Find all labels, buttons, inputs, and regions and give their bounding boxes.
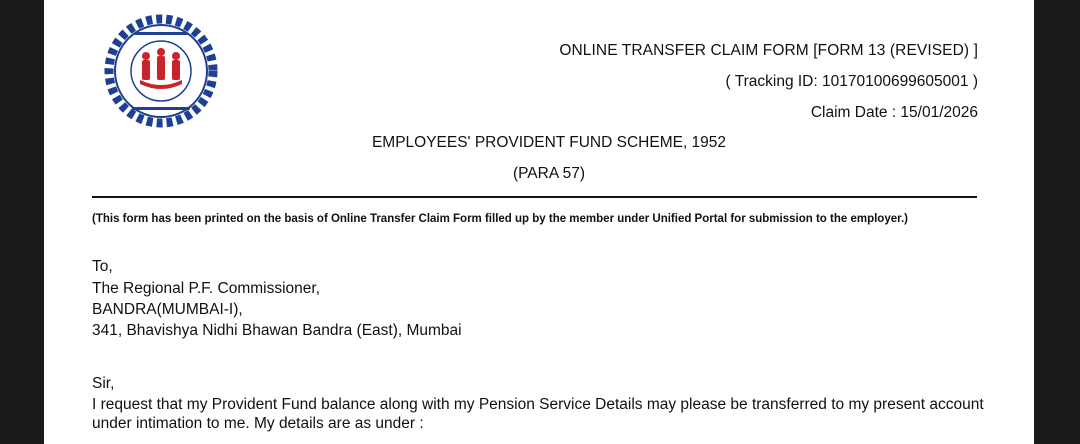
claim-date: Claim Date : 15/01/2026 (810, 104, 978, 121)
address-line-3: 341, Bhavishya Nidhi Bhawan Bandra (East), Mumbai (92, 322, 462, 339)
salutation: Sir, (92, 375, 115, 392)
address-line-1: The Regional P.F. Commissioner, (92, 280, 321, 297)
para-reference: (PARA 57) (512, 165, 586, 182)
epfo-logo-icon (104, 14, 218, 128)
letter-body: I request that my Provident Fund balance along with my Pension Service Details may please be transferred to my present account under intimation to me. My details are as under : (92, 396, 984, 432)
form-title: ONLINE TRANSFER CLAIM FORM [FORM 13 (REVISED) ] (559, 42, 978, 59)
print-note: (This form has been printed on the basis of Online Transfer Claim Form filled up by the member under Unified Portal for submission to the employer.) (92, 213, 908, 225)
tracking-id: ( Tracking ID: 10170100699605001 ) (725, 73, 978, 90)
scheme-title: EMPLOYEES' PROVIDENT FUND SCHEME, 1952 (371, 134, 727, 151)
address-line-2: BANDRA(MUMBAI-I), (92, 301, 243, 318)
divider (92, 196, 977, 198)
form-page (44, 0, 1034, 444)
address-to: To, (92, 258, 113, 275)
